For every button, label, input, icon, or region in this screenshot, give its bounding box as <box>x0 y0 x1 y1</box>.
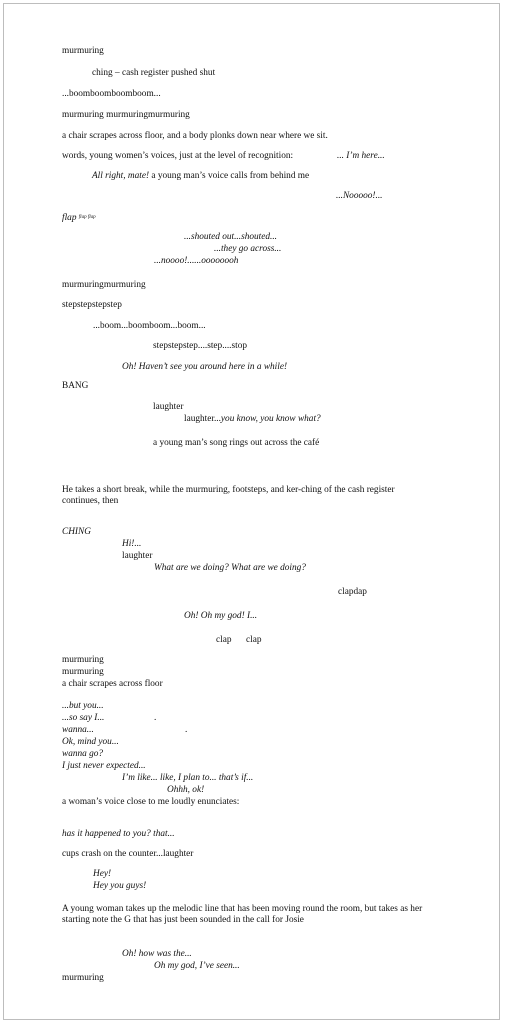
text-line: clap <box>246 635 262 645</box>
text-line: wanna go? <box>62 749 104 759</box>
text-line: murmuring <box>62 667 104 677</box>
text-line: ...they go across... <box>214 244 282 254</box>
text-line: stepstepstep....step....stop <box>153 341 247 351</box>
text-line: ching – cash register pushed shut <box>92 68 216 78</box>
sound-word: laughter... <box>184 414 221 424</box>
paragraph: He takes a short break, while the murmuring, footsteps, and ker-ching of the cash register continues, then <box>62 485 395 506</box>
text-line: a woman’s voice close to me loudly enunciates: <box>62 797 240 807</box>
text-line: Oh my god, I’ve seen... <box>154 961 240 971</box>
text-line: ...boomboomboomboom... <box>62 89 161 99</box>
text-line: BANG <box>62 381 89 391</box>
text-line: ... I’m here... <box>337 151 385 161</box>
text-line: a young man’s song rings out across the café <box>153 438 320 448</box>
sound-word-small: flap flap <box>78 215 96 220</box>
text-line: Hi!... <box>122 539 142 549</box>
text-line: ...but you... <box>62 701 104 711</box>
text-line: Oh! Oh my god! I... <box>184 611 258 621</box>
description: a young man’s voice calls from behind me <box>149 171 310 181</box>
sound-word: flap <box>62 213 77 223</box>
text-line: murmuring murmuringmurmuring <box>62 110 190 120</box>
text-line: a chair scrapes across floor <box>62 679 163 689</box>
text-line: clapdap <box>338 587 367 597</box>
text-line: Ohhh, ok! <box>167 785 205 795</box>
text-line: Ok, mind you... <box>62 737 119 747</box>
text-line: CHING <box>62 527 91 537</box>
paragraph: A young woman takes up the melodic line that has been moving round the room, but takes as her starting note the G that has just been sounded in the call for Josie <box>62 904 423 925</box>
text-line: cups crash on the counter...laughter <box>62 849 194 859</box>
text-line: murmuring <box>62 46 104 56</box>
text-line: words, young women’s voices, just at the level of recognition: <box>62 151 294 161</box>
text-line: ...so say I... <box>62 713 105 723</box>
text-mark: . <box>154 713 157 723</box>
text-line: has it happened to you? that... <box>62 829 175 839</box>
text-line: murmuring <box>62 973 104 983</box>
text-line: I’m like... like, I plan to... that’s if... <box>122 773 254 783</box>
text-line: What are we doing? What are we doing? <box>154 563 306 573</box>
text-line <box>62 212 96 224</box>
speech-fragment: you know, you know what? <box>220 414 321 424</box>
text-mark: . <box>185 725 188 735</box>
text-line: I just never expected... <box>62 761 146 771</box>
text-line: ...boom...boomboom...boom... <box>93 321 206 331</box>
text-line: Hey! <box>93 869 112 879</box>
text-line: stepstepstepstep <box>62 300 122 310</box>
text-line: murmuring <box>62 655 104 665</box>
text-line: clap <box>216 635 232 645</box>
text-line: Hey you guys! <box>93 881 147 891</box>
text-line: ...Nooooo!... <box>336 191 383 201</box>
text-line: ...noooo!......oooooooh <box>154 256 239 266</box>
text-line: Oh! how was the... <box>122 949 192 959</box>
text-line: wanna... <box>62 725 94 735</box>
text-line: ...shouted out...shouted... <box>184 232 277 242</box>
speech-fragment: All right, mate! <box>92 171 150 181</box>
text-line: laughter <box>122 551 153 561</box>
text-line <box>184 414 321 425</box>
text-line: murmuringmurmuring <box>62 280 146 290</box>
text-line: a chair scrapes across floor, and a body plonks down near where we sit. <box>62 131 328 141</box>
text-line: Oh! Haven’t see you around here in a while! <box>122 362 288 372</box>
text-line: laughter <box>153 402 184 412</box>
text-line <box>92 171 309 182</box>
document-page <box>3 3 500 1020</box>
